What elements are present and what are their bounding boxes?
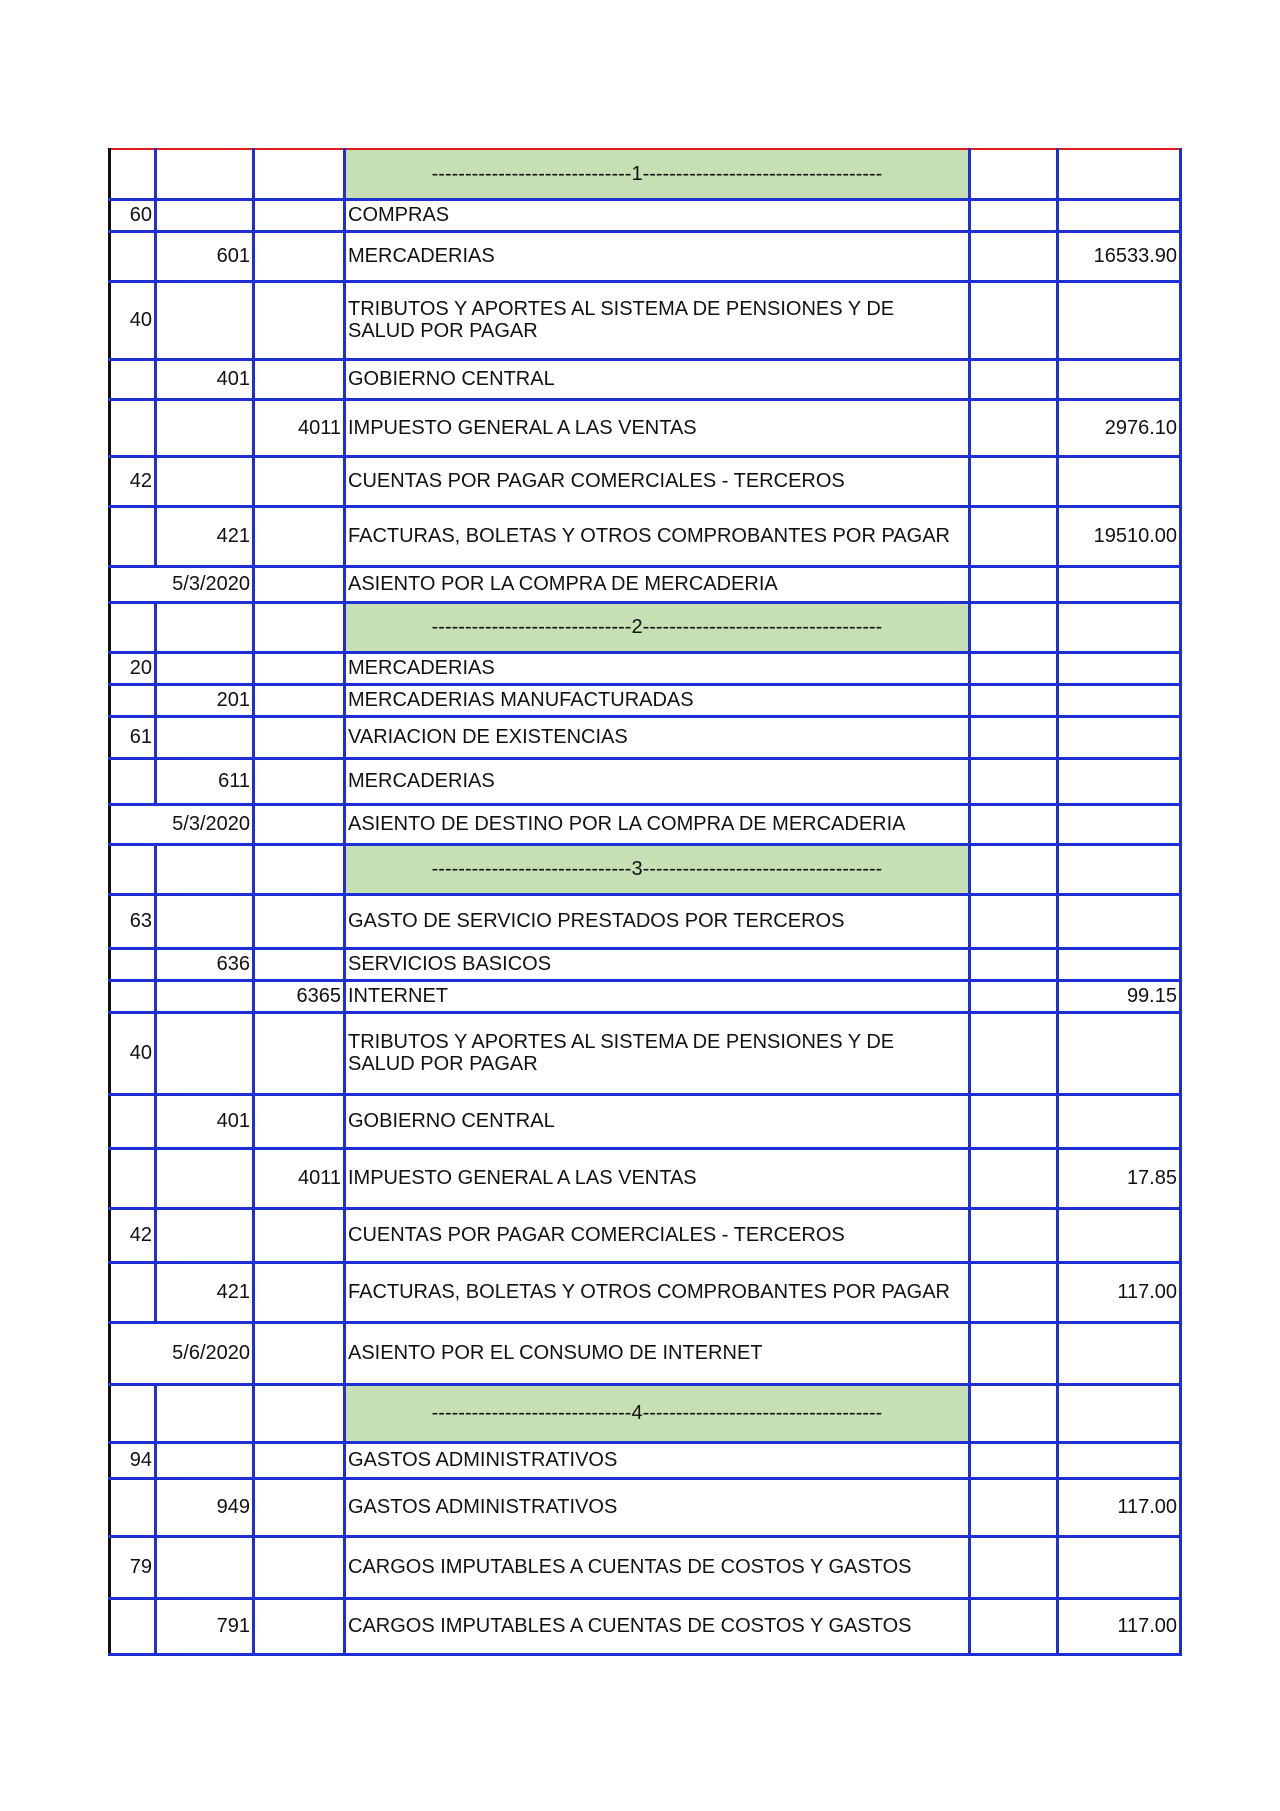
- table-row: [110, 199, 1181, 231]
- separator-row: [110, 149, 1181, 199]
- entry-date[interactable]: 5/3/2020: [110, 566, 254, 602]
- debit-cell[interactable]: [970, 894, 1058, 948]
- account-code[interactable]: 20: [110, 652, 156, 684]
- debit-cell[interactable]: [970, 1536, 1058, 1598]
- division-code[interactable]: [254, 716, 345, 758]
- debit-cell[interactable]: [970, 566, 1058, 602]
- account-code[interactable]: [110, 399, 156, 456]
- journal-body: [110, 149, 1181, 1654]
- account-description[interactable]: TRIBUTOS Y APORTES AL SISTEMA DE PENSIONES Y DE SALUD POR PAGAR: [345, 1012, 970, 1094]
- account-code[interactable]: [110, 1478, 156, 1536]
- debit-cell[interactable]: [970, 149, 1058, 199]
- subaccount-code[interactable]: 201: [156, 684, 254, 716]
- division-code[interactable]: [254, 1208, 345, 1262]
- entry-separator[interactable]: ------------------------------3------------------------------------: [345, 844, 970, 894]
- entry-separator[interactable]: ------------------------------2------------------------------------: [345, 602, 970, 652]
- account-code[interactable]: 40: [110, 281, 156, 359]
- amount-cell[interactable]: 99.15: [1058, 980, 1181, 1012]
- account-description[interactable]: FACTURAS, BOLETAS Y OTROS COMPROBANTES POR PAGAR: [345, 1262, 970, 1322]
- debit-cell[interactable]: [970, 281, 1058, 359]
- account-description[interactable]: MERCADERIAS: [345, 652, 970, 684]
- subaccount-code[interactable]: 949: [156, 1478, 254, 1536]
- debit-cell[interactable]: [970, 758, 1058, 804]
- table-row: [110, 1148, 1181, 1208]
- debit-cell[interactable]: [970, 199, 1058, 231]
- amount-cell[interactable]: [1058, 1536, 1181, 1598]
- division-cell[interactable]: [254, 1322, 345, 1384]
- division-code[interactable]: [254, 456, 345, 506]
- table-row: [110, 684, 1181, 716]
- amount-cell[interactable]: [1058, 652, 1181, 684]
- debit-cell[interactable]: [970, 1262, 1058, 1322]
- account-description[interactable]: GASTOS ADMINISTRATIVOS: [345, 1442, 970, 1478]
- table-row: [110, 894, 1181, 948]
- amount-cell[interactable]: [1058, 1208, 1181, 1262]
- amount-cell[interactable]: [1058, 684, 1181, 716]
- debit-cell[interactable]: [970, 1478, 1058, 1536]
- subaccount-code[interactable]: 421: [156, 1262, 254, 1322]
- account-description[interactable]: CUENTAS POR PAGAR COMERCIALES - TERCEROS: [345, 456, 970, 506]
- debit-cell[interactable]: [970, 506, 1058, 566]
- amount-cell[interactable]: [1058, 456, 1181, 506]
- account-code[interactable]: [110, 1094, 156, 1148]
- account-code[interactable]: [110, 359, 156, 399]
- entry-date[interactable]: 5/3/2020: [110, 804, 254, 844]
- table-row: [110, 652, 1181, 684]
- account-code[interactable]: 94: [110, 1442, 156, 1478]
- subaccount-code[interactable]: [156, 456, 254, 506]
- account-code[interactable]: [110, 948, 156, 980]
- journal-table: [108, 148, 1182, 1656]
- credit-cell[interactable]: [1058, 1384, 1181, 1442]
- entry-date[interactable]: 5/6/2020: [110, 1322, 254, 1384]
- amount-cell[interactable]: 19510.00: [1058, 506, 1181, 566]
- debit-cell[interactable]: [970, 1322, 1058, 1384]
- debit-cell[interactable]: [970, 1012, 1058, 1094]
- gloss-text[interactable]: ASIENTO POR LA COMPRA DE MERCADERIA: [345, 566, 970, 602]
- amount-cell[interactable]: [1058, 758, 1181, 804]
- division-cell[interactable]: [254, 1384, 345, 1442]
- table-row: [110, 1536, 1181, 1598]
- account-description[interactable]: MERCADERIAS MANUFACTURADAS: [345, 684, 970, 716]
- account-cell[interactable]: [110, 844, 156, 894]
- division-code[interactable]: 6365: [254, 980, 345, 1012]
- table-row: [110, 758, 1181, 804]
- table-row: [110, 1012, 1181, 1094]
- amount-cell[interactable]: 2976.10: [1058, 399, 1181, 456]
- amount-cell[interactable]: [1058, 199, 1181, 231]
- amount-cell[interactable]: 117.00: [1058, 1598, 1181, 1654]
- division-code[interactable]: 4011: [254, 1148, 345, 1208]
- debit-cell[interactable]: [970, 1442, 1058, 1478]
- table-row: [110, 506, 1181, 566]
- account-code[interactable]: 63: [110, 894, 156, 948]
- amount-cell[interactable]: [1058, 566, 1181, 602]
- subaccount-code[interactable]: [156, 1208, 254, 1262]
- amount-cell[interactable]: 17.85: [1058, 1148, 1181, 1208]
- gloss-text[interactable]: ASIENTO DE DESTINO POR LA COMPRA DE MERCADERIA: [345, 804, 970, 844]
- table-row: [110, 1478, 1181, 1536]
- table-row: [110, 359, 1181, 399]
- division-code[interactable]: [254, 1598, 345, 1654]
- account-code[interactable]: 79: [110, 1536, 156, 1598]
- account-code[interactable]: 60: [110, 199, 156, 231]
- account-description[interactable]: MERCADERIAS: [345, 231, 970, 281]
- debit-cell[interactable]: [970, 399, 1058, 456]
- account-code[interactable]: [110, 758, 156, 804]
- table-row: [110, 1094, 1181, 1148]
- subaccount-code[interactable]: [156, 894, 254, 948]
- account-code[interactable]: [110, 231, 156, 281]
- account-code[interactable]: 61: [110, 716, 156, 758]
- account-description[interactable]: GOBIERNO CENTRAL: [345, 359, 970, 399]
- account-code[interactable]: [110, 684, 156, 716]
- account-description[interactable]: GASTOS ADMINISTRATIVOS: [345, 1478, 970, 1536]
- account-description[interactable]: CUENTAS POR PAGAR COMERCIALES - TERCEROS: [345, 1208, 970, 1262]
- debit-cell[interactable]: [970, 1094, 1058, 1148]
- separator-row: [110, 844, 1181, 894]
- subaccount-code[interactable]: 791: [156, 1598, 254, 1654]
- debit-cell[interactable]: [970, 359, 1058, 399]
- amount-cell[interactable]: [1058, 1012, 1181, 1094]
- account-description[interactable]: CARGOS IMPUTABLES A CUENTAS DE COSTOS Y GASTOS: [345, 1598, 970, 1654]
- account-code[interactable]: [110, 1262, 156, 1322]
- debit-cell[interactable]: [970, 948, 1058, 980]
- account-description[interactable]: VARIACION DE EXISTENCIAS: [345, 716, 970, 758]
- table-row: [110, 1262, 1181, 1322]
- subaccount-code[interactable]: 401: [156, 359, 254, 399]
- account-cell[interactable]: [110, 1384, 156, 1442]
- separator-row: [110, 602, 1181, 652]
- entry-separator[interactable]: ------------------------------4------------------------------------: [345, 1384, 970, 1442]
- table-row: [110, 1442, 1181, 1478]
- table-row: [110, 980, 1181, 1012]
- account-cell[interactable]: [110, 602, 156, 652]
- division-code[interactable]: [254, 1094, 345, 1148]
- division-code[interactable]: [254, 758, 345, 804]
- division-code[interactable]: [254, 359, 345, 399]
- subaccount-code[interactable]: 401: [156, 1094, 254, 1148]
- account-description[interactable]: IMPUESTO GENERAL A LAS VENTAS: [345, 399, 970, 456]
- account-code[interactable]: 42: [110, 1208, 156, 1262]
- division-code[interactable]: [254, 506, 345, 566]
- table-row: [110, 231, 1181, 281]
- division-code[interactable]: [254, 948, 345, 980]
- division-code[interactable]: [254, 231, 345, 281]
- division-cell[interactable]: [254, 602, 345, 652]
- debit-cell[interactable]: [970, 716, 1058, 758]
- subaccount-code[interactable]: [156, 716, 254, 758]
- credit-cell[interactable]: [1058, 602, 1181, 652]
- debit-cell[interactable]: [970, 1208, 1058, 1262]
- account-code[interactable]: [110, 506, 156, 566]
- account-description[interactable]: IMPUESTO GENERAL A LAS VENTAS: [345, 1148, 970, 1208]
- subaccount-code[interactable]: 611: [156, 758, 254, 804]
- separator-row: [110, 1384, 1181, 1442]
- debit-cell[interactable]: [970, 652, 1058, 684]
- division-code[interactable]: [254, 1442, 345, 1478]
- table-row: [110, 1208, 1181, 1262]
- account-description[interactable]: SERVICIOS BASICOS: [345, 948, 970, 980]
- amount-cell[interactable]: [1058, 1442, 1181, 1478]
- account-description[interactable]: GASTO DE SERVICIO PRESTADOS POR TERCEROS: [345, 894, 970, 948]
- table-row: [110, 399, 1181, 456]
- account-code[interactable]: [110, 1148, 156, 1208]
- debit-cell[interactable]: [970, 684, 1058, 716]
- division-cell[interactable]: [254, 804, 345, 844]
- debit-cell[interactable]: [970, 231, 1058, 281]
- account-description[interactable]: COMPRAS: [345, 199, 970, 231]
- debit-cell[interactable]: [970, 804, 1058, 844]
- division-code[interactable]: [254, 1536, 345, 1598]
- division-cell[interactable]: [254, 566, 345, 602]
- debit-cell[interactable]: [970, 602, 1058, 652]
- table-row: [110, 948, 1181, 980]
- account-description[interactable]: TRIBUTOS Y APORTES AL SISTEMA DE PENSIONES Y DE SALUD POR PAGAR: [345, 281, 970, 359]
- amount-cell[interactable]: [1058, 1094, 1181, 1148]
- amount-cell[interactable]: [1058, 948, 1181, 980]
- division-code[interactable]: [254, 281, 345, 359]
- table-row: [110, 1598, 1181, 1654]
- debit-cell[interactable]: [970, 1148, 1058, 1208]
- account-code[interactable]: [110, 980, 156, 1012]
- subaccount-code[interactable]: [156, 1012, 254, 1094]
- division-code[interactable]: [254, 894, 345, 948]
- division-code[interactable]: [254, 199, 345, 231]
- division-code[interactable]: 4011: [254, 399, 345, 456]
- subaccount-cell[interactable]: [156, 602, 254, 652]
- account-description[interactable]: MERCADERIAS: [345, 758, 970, 804]
- debit-cell[interactable]: [970, 844, 1058, 894]
- entry-date-row: [110, 804, 1181, 844]
- subaccount-cell[interactable]: [156, 149, 254, 199]
- credit-cell[interactable]: [1058, 149, 1181, 199]
- account-description[interactable]: CARGOS IMPUTABLES A CUENTAS DE COSTOS Y GASTOS: [345, 1536, 970, 1598]
- division-cell[interactable]: [254, 149, 345, 199]
- entry-date-row: [110, 566, 1181, 602]
- subaccount-code[interactable]: 601: [156, 231, 254, 281]
- amount-cell[interactable]: 117.00: [1058, 1262, 1181, 1322]
- account-description[interactable]: INTERNET: [345, 980, 970, 1012]
- table-row: [110, 716, 1181, 758]
- gloss-text[interactable]: ASIENTO POR EL CONSUMO DE INTERNET: [345, 1322, 970, 1384]
- account-code[interactable]: 40: [110, 1012, 156, 1094]
- division-code[interactable]: [254, 684, 345, 716]
- subaccount-code[interactable]: [156, 199, 254, 231]
- amount-cell[interactable]: [1058, 716, 1181, 758]
- division-code[interactable]: [254, 652, 345, 684]
- debit-cell[interactable]: [970, 456, 1058, 506]
- amount-cell[interactable]: 117.00: [1058, 1478, 1181, 1536]
- division-code[interactable]: [254, 1012, 345, 1094]
- account-description[interactable]: GOBIERNO CENTRAL: [345, 1094, 970, 1148]
- subaccount-code[interactable]: [156, 1536, 254, 1598]
- subaccount-code[interactable]: [156, 281, 254, 359]
- amount-cell[interactable]: [1058, 1322, 1181, 1384]
- subaccount-cell[interactable]: [156, 1384, 254, 1442]
- amount-cell[interactable]: [1058, 359, 1181, 399]
- subaccount-code[interactable]: [156, 1442, 254, 1478]
- subaccount-code[interactable]: 636: [156, 948, 254, 980]
- division-cell[interactable]: [254, 844, 345, 894]
- entry-date-row: [110, 1322, 1181, 1384]
- subaccount-cell[interactable]: [156, 844, 254, 894]
- subaccount-code[interactable]: [156, 1148, 254, 1208]
- subaccount-code[interactable]: [156, 399, 254, 456]
- subaccount-code[interactable]: 421: [156, 506, 254, 566]
- amount-cell[interactable]: 16533.90: [1058, 231, 1181, 281]
- account-description[interactable]: FACTURAS, BOLETAS Y OTROS COMPROBANTES POR PAGAR: [345, 506, 970, 566]
- account-code[interactable]: [110, 1598, 156, 1654]
- subaccount-code[interactable]: [156, 980, 254, 1012]
- entry-separator[interactable]: ------------------------------1------------------------------------: [345, 149, 970, 199]
- account-code[interactable]: 42: [110, 456, 156, 506]
- table-row: [110, 456, 1181, 506]
- debit-cell[interactable]: [970, 1598, 1058, 1654]
- amount-cell[interactable]: [1058, 281, 1181, 359]
- subaccount-code[interactable]: [156, 652, 254, 684]
- debit-cell[interactable]: [970, 1384, 1058, 1442]
- account-cell[interactable]: [110, 149, 156, 199]
- debit-cell[interactable]: [970, 980, 1058, 1012]
- credit-cell[interactable]: [1058, 844, 1181, 894]
- division-code[interactable]: [254, 1262, 345, 1322]
- amount-cell[interactable]: [1058, 804, 1181, 844]
- table-row: [110, 281, 1181, 359]
- division-code[interactable]: [254, 1478, 345, 1536]
- amount-cell[interactable]: [1058, 894, 1181, 948]
